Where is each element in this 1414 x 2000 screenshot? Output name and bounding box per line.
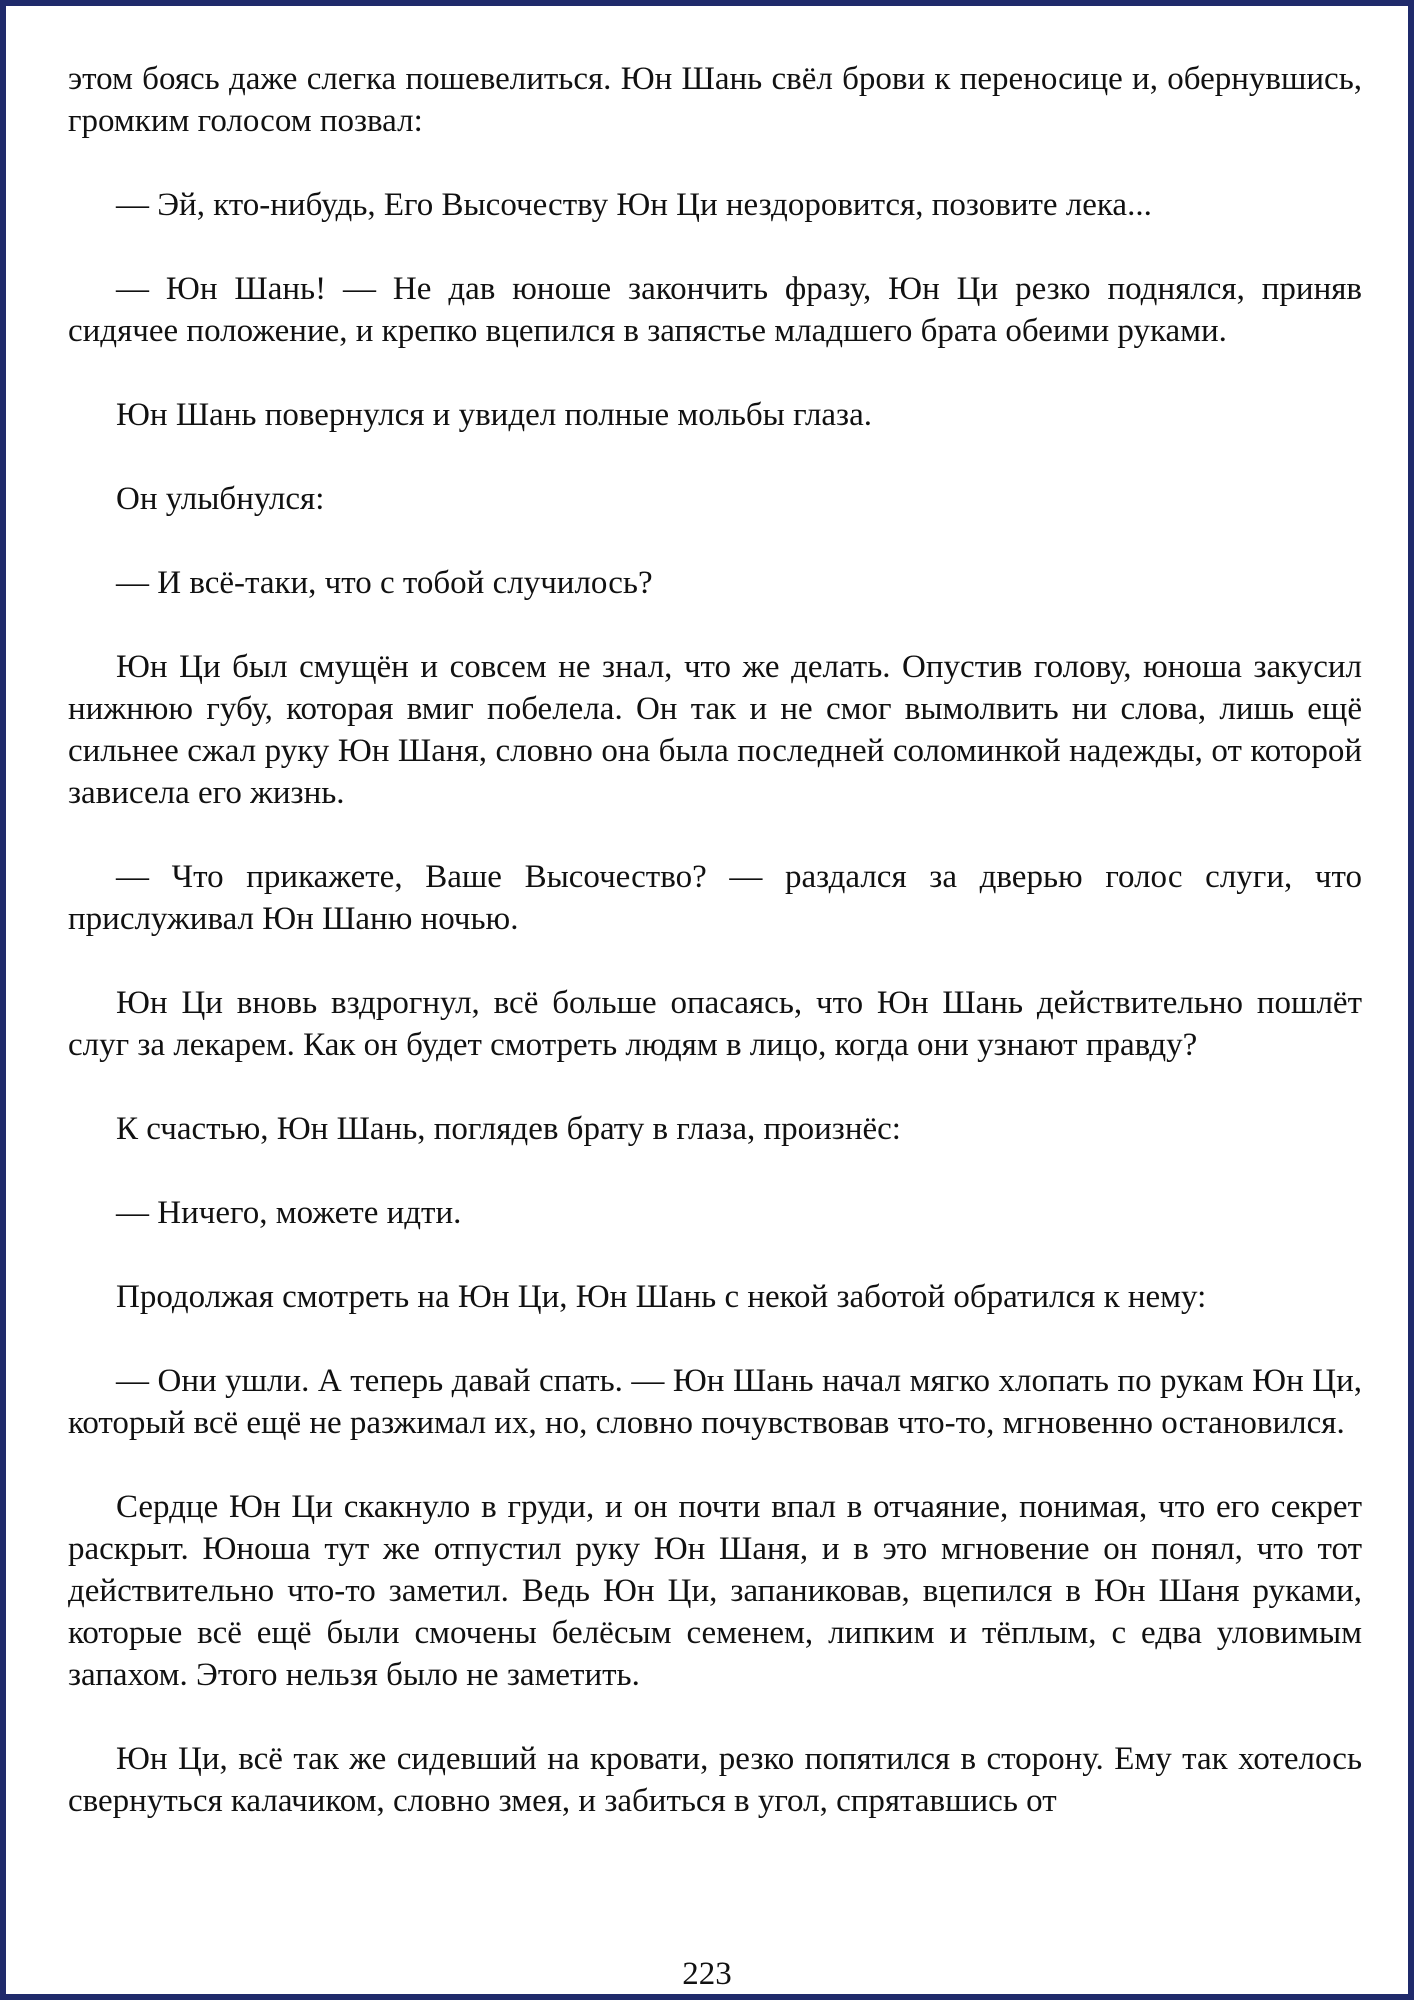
paragraph: — Они ушли. А теперь давай спать. — Юн Шань начал мягко хлопать по рукам Юн Ци, который всё ещё не разжимал их, но, словно почувствовав что-то, мгновенно остановился. — [68, 1363, 1362, 1441]
paragraph: Юн Ци вновь вздрогнул, всё больше опасаясь, что Юн Шань действительно пошлёт слуг за лекарем. Как он будет смотреть людям в лицо, когда они узнают правду? — [68, 985, 1362, 1063]
paragraph: — Юн Шань! — Не дав юноше закончить фразу, Юн Ци резко поднялся, приняв сидячее положение, и крепко вцепился в запястье младшего брата обеими руками. — [68, 271, 1362, 349]
paragraph: этом боясь даже слегка пошевелиться. Юн Шань свёл брови к переносице и, обернувшись, громким голосом позвал: — [68, 61, 1362, 139]
page-text — [68, 58, 1362, 1864]
page-number: 223 — [682, 1956, 732, 1992]
paragraph: — Что прикажете, Ваше Высочество? — раздался за дверью голос слуги, что прислуживал Юн Шаню ночью. — [68, 859, 1362, 937]
paragraph: — Эй, кто-нибудь, Его Высочеству Юн Ци нездоровится, позовите лека... — [116, 187, 1152, 223]
paragraph: Он улыбнулся: — [116, 481, 325, 517]
paragraph: Продолжая смотреть на Юн Ци, Юн Шань с некой заботой обратился к нему: — [116, 1279, 1207, 1315]
paragraph: Юн Ци был смущён и совсем не знал, что же делать. Опустив голову, юноша закусил нижнюю губу, которая вмиг побелела. Он так и не смог вымолвить ни слова, лишь ещё сильнее сжал руку Юн Шаня, словно она была последней соломинкой надежды, от которой зависела его жизнь. — [68, 649, 1362, 811]
paragraph: Юн Ци, всё так же сидевший на кровати, резко попятился в сторону. Ему так хотелось свернуться калачиком, словно змея, и забиться в угол, спрятавшись от — [68, 1741, 1362, 1819]
paragraph: — И всё-таки, что с тобой случилось? — [116, 565, 653, 601]
paragraph: Сердце Юн Ци скакнуло в груди, и он почти впал в отчаяние, понимая, что его секрет раскрыт. Юноша тут же отпустил руку Юн Шаня, и в это мгновение он понял, что тот действительно что-то заметил. Ведь Юн Ци, запаниковав, вцепился в Юн Шаня руками, которые всё ещё были смочены белёсым семенем, липким и тёплым, с едва уловимым запахом. Этого нельзя было не заметить. — [68, 1489, 1362, 1693]
paragraph: К счастью, Юн Шань, поглядев брату в глаза, произнёс: — [116, 1111, 901, 1147]
paragraph: Юн Шань повернулся и увидел полные мольбы глаза. — [116, 397, 872, 433]
paragraph: — Ничего, можете идти. — [116, 1195, 462, 1231]
